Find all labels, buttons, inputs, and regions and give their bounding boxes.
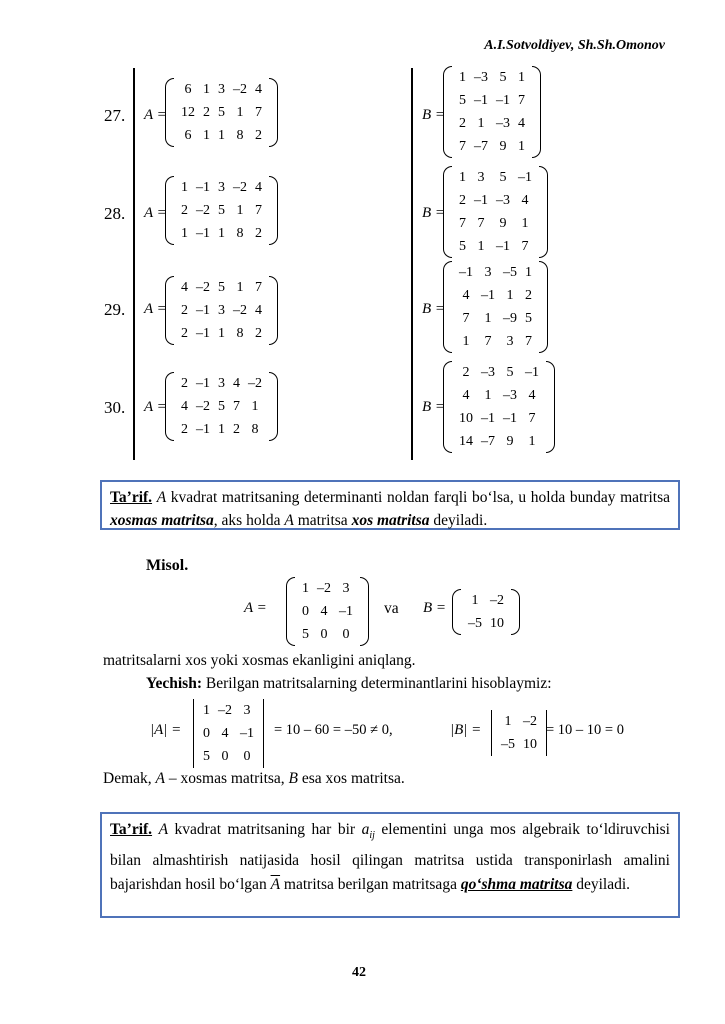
left-parenthesis: [165, 276, 174, 345]
matrix-cell: –1: [339, 604, 353, 619]
matrix-cell: –1: [196, 226, 210, 241]
matrix-body: [443, 261, 548, 353]
va-text: va: [384, 600, 399, 617]
matrix-cell: –1: [196, 303, 210, 318]
definition-text: kvadrat matritsaning determinanti noldan farqli bo‘lsa, u holda bunday matritsa: [166, 489, 671, 506]
matrix-body: [165, 276, 278, 345]
definition-text: elementini unga mos algebraik to‘ldiruvchisi bilan almashtirish natijasida hosil qilingan matritsa ustida transponirlash amalini bajarishdan hosil bo‘lgan: [110, 821, 670, 894]
matrix-cell: 9: [506, 434, 514, 449]
matrix-cell: 2: [462, 365, 470, 380]
matrix-cell: 2: [459, 193, 466, 208]
left-determinant-bar: [193, 699, 194, 768]
matrix-cell: 0: [203, 726, 210, 741]
matrix-cell: 3: [243, 703, 251, 718]
matrix-cell: 5: [506, 365, 514, 380]
matrix-cell: 1: [471, 593, 479, 608]
element-symbol: a: [361, 821, 370, 838]
middle-column-rule: [411, 68, 413, 460]
matrix-cell: 4: [255, 82, 262, 97]
matrix-cell: 2: [181, 422, 188, 437]
matrix-B-label: B =: [422, 301, 446, 317]
example-B-label: B =: [423, 600, 447, 616]
example-task: matritsalarni xos yoki xosmas ekanligini aniqlang.: [103, 652, 416, 669]
matrix-cell: 3: [218, 180, 225, 195]
det-A-label: |A| =: [150, 722, 182, 738]
matrix-cell: –1: [481, 288, 495, 303]
matrix-body: [443, 166, 548, 258]
matrix-A-label: A =: [144, 399, 167, 415]
definition-box-1: [100, 480, 680, 530]
matrix-cell: 3: [218, 376, 225, 391]
matrix-cell: 2: [459, 116, 466, 131]
matrix-cell: 4: [221, 726, 229, 741]
det-A-result: = 10 – 60 = –50 ≠ 0,: [274, 722, 393, 738]
matrix-cell: 1: [251, 399, 259, 414]
matrix-B-label: B =: [422, 107, 446, 123]
matrix-cell: 5: [302, 627, 309, 642]
element-subscript: ij: [369, 830, 375, 842]
matrix-symbol: A: [284, 512, 294, 529]
matrix-cell: 1: [477, 116, 485, 131]
exercise-number: 27.: [104, 106, 126, 125]
matrix-cell: 1: [518, 139, 525, 154]
matrix-cell: 3: [484, 265, 492, 280]
matrix-symbol: B: [288, 770, 299, 787]
right-parenthesis: [360, 577, 369, 646]
matrix-cell: 1: [236, 280, 244, 295]
matrix-body: [286, 577, 369, 646]
matrix-cell: 3: [218, 82, 225, 97]
matrix-A-label: A =: [144, 205, 167, 221]
matrix-cell: 1: [203, 82, 210, 97]
exercise-matrix-A: [165, 372, 278, 441]
right-parenthesis: [269, 276, 278, 345]
matrix-cell: 1: [181, 180, 188, 195]
matrix-cell: 9: [499, 216, 507, 231]
matrix-cell: 4: [528, 388, 536, 403]
matrix-cell: 7: [255, 280, 262, 295]
matrix-cell: –2: [233, 82, 247, 97]
matrix-cell: 4: [462, 288, 470, 303]
running-header: A.I.Sotvoldiyev, Sh.Sh.Omonov: [484, 38, 665, 53]
matrix-cell: –3: [496, 116, 510, 131]
matrix-cell: 1: [528, 434, 536, 449]
matrix-cell: 7: [459, 216, 466, 231]
matrix-cell: 4: [518, 116, 525, 131]
det-B-matrix: [485, 710, 553, 756]
matrix-cell: 5: [218, 280, 225, 295]
matrix-cell: 7: [255, 105, 262, 120]
term-singular: xos matritsa: [351, 512, 430, 529]
matrix-cell: –1: [496, 239, 510, 254]
left-parenthesis: [443, 361, 452, 453]
matrix-body: [165, 372, 278, 441]
definition-text: deyiladi.: [429, 512, 488, 529]
right-parenthesis: [269, 176, 278, 245]
matrix-cell: 7: [255, 203, 262, 218]
exercise-matrix-B: [443, 66, 541, 158]
matrix-cell: –1: [459, 265, 473, 280]
matrix-cell: 1: [459, 170, 466, 185]
exercise-number: 29.: [104, 300, 126, 319]
matrix-body: [443, 361, 555, 453]
definition-text: , aks holda: [213, 512, 285, 529]
matrix-cell: –2: [248, 376, 262, 391]
matrix-cell: 0: [320, 627, 328, 642]
left-parenthesis: [165, 78, 174, 147]
matrix-cell: 4: [462, 388, 470, 403]
matrix-body: [165, 176, 278, 245]
matrix-cell: 7: [518, 93, 525, 108]
matrix-cell: 2: [181, 203, 188, 218]
exercise-number: 28.: [104, 204, 126, 223]
conclusion-text: esa xos matritsa.: [298, 770, 405, 787]
exercise-matrix-A: [165, 176, 278, 245]
matrix-cell: –3: [481, 365, 495, 380]
matrix-cell: 4: [255, 303, 262, 318]
right-parenthesis: [511, 589, 520, 635]
definition-title: Ta’rif.: [110, 821, 153, 838]
matrix-cell: 4: [255, 180, 262, 195]
matrix-cell: 5: [218, 203, 225, 218]
page-number: 42: [352, 965, 366, 980]
matrix-cell: 0: [243, 749, 251, 764]
matrix-cell: 1: [525, 265, 532, 280]
matrix-cell: 10: [459, 411, 473, 426]
matrix-cell: 5: [459, 239, 466, 254]
exercise-matrix-B: [443, 361, 555, 453]
right-parenthesis: [539, 166, 548, 258]
matrix-cell: –2: [490, 593, 504, 608]
matrix-cell: –5: [501, 737, 515, 752]
matrix-cell: –7: [481, 434, 495, 449]
matrix-cell: 2: [181, 376, 188, 391]
matrix-cell: –1: [196, 376, 210, 391]
matrix-cell: 1: [484, 388, 492, 403]
matrix-cell: 1: [218, 326, 225, 341]
conclusion-text: Demak,: [103, 770, 156, 787]
adjugate-symbol: $\overline{A}$: [270, 876, 281, 894]
matrix-cell: –2: [196, 280, 210, 295]
matrix-cell: –5: [468, 616, 482, 631]
left-parenthesis: [452, 589, 461, 635]
exercise-matrix-A: [165, 78, 278, 147]
matrix-cell: 5: [218, 399, 225, 414]
matrix-cell: 3: [506, 334, 514, 349]
matrix-cell: 1: [521, 216, 529, 231]
matrix-cell: –1: [518, 170, 532, 185]
conclusion-text: – xosmas matritsa,: [164, 770, 289, 787]
matrix-cell: 7: [462, 311, 470, 326]
matrix-cell: –1: [496, 93, 510, 108]
term-nonsingular: xosmas matritsa: [110, 512, 214, 529]
matrix-cell: 3: [342, 581, 350, 596]
definition-box-2: [100, 812, 680, 918]
matrix-cell: 5: [459, 93, 466, 108]
matrix-cell: 1: [518, 70, 525, 85]
matrix-cell: 8: [251, 422, 259, 437]
matrix-cell: 7: [525, 334, 532, 349]
solution-line: [146, 675, 552, 693]
left-parenthesis: [443, 166, 452, 258]
right-parenthesis: [269, 372, 278, 441]
matrix-cell: 1: [302, 581, 309, 596]
right-parenthesis: [269, 78, 278, 147]
matrix-cell: 3: [477, 170, 485, 185]
matrix-cell: –1: [525, 365, 539, 380]
matrix-symbol: A: [155, 770, 165, 787]
exercise-matrix-A: [165, 276, 278, 345]
matrix-cell: 1: [484, 311, 492, 326]
matrix-cell: –2: [196, 399, 210, 414]
left-column-rule: [133, 68, 135, 460]
matrix-cell: 1: [236, 105, 244, 120]
matrix-body: [443, 66, 541, 158]
matrix-cell: 1: [506, 288, 514, 303]
matrix-cell: –2: [233, 180, 247, 195]
matrix-cell: 2: [181, 303, 188, 318]
matrix-cell: 0: [342, 627, 350, 642]
matrix-cell: 4: [181, 280, 188, 295]
matrix-body: [187, 699, 270, 768]
det-B-label: |B| =: [450, 722, 482, 738]
matrix-cell: –5: [503, 265, 517, 280]
matrix-cell: 10: [523, 737, 537, 752]
matrix-cell: 14: [459, 434, 473, 449]
matrix-cell: –3: [474, 70, 488, 85]
matrix-cell: 4: [521, 193, 529, 208]
matrix-cell: 3: [218, 303, 225, 318]
matrix-cell: 7: [477, 216, 485, 231]
matrix-cell: 1: [236, 203, 244, 218]
matrix-cell: 2: [255, 326, 262, 341]
matrix-cell: 8: [236, 128, 244, 143]
matrix-cell: 5: [218, 105, 225, 120]
matrix-cell: 0: [302, 604, 309, 619]
left-parenthesis: [443, 66, 452, 158]
matrix-A-label: A =: [144, 301, 167, 317]
left-parenthesis: [165, 372, 174, 441]
matrix-cell: 4: [181, 399, 188, 414]
right-determinant-bar: [263, 699, 264, 768]
matrix-body: [165, 78, 278, 147]
matrix-cell: –2: [196, 203, 210, 218]
matrix-body: [452, 589, 520, 635]
matrix-cell: 7: [459, 139, 466, 154]
matrix-cell: 6: [184, 128, 192, 143]
matrix-cell: 1: [462, 334, 470, 349]
example-A-label: A =: [244, 600, 267, 616]
matrix-cell: 0: [221, 749, 229, 764]
right-parenthesis: [532, 66, 541, 158]
matrix-cell: –1: [481, 411, 495, 426]
matrix-cell: 4: [320, 604, 328, 619]
matrix-cell: 1: [218, 128, 225, 143]
matrix-A-label: A =: [144, 107, 167, 123]
definition-title: Ta’rif.: [110, 489, 153, 506]
left-parenthesis: [286, 577, 295, 646]
det-B-result: = 10 – 10 = 0: [546, 722, 624, 738]
matrix-cell: 8: [236, 326, 244, 341]
det-A-matrix: [187, 699, 270, 768]
matrix-cell: 5: [499, 170, 507, 185]
matrix-cell: –1: [474, 93, 488, 108]
matrix-cell: 9: [499, 139, 507, 154]
definition-text: matritsa berilgan matritsaga: [280, 876, 461, 894]
matrix-cell: 7: [528, 411, 536, 426]
matrix-cell: –2: [317, 581, 331, 596]
matrix-cell: –1: [474, 193, 488, 208]
right-parenthesis: [546, 361, 555, 453]
matrix-cell: –3: [503, 388, 517, 403]
matrix-cell: 12: [181, 105, 195, 120]
matrix-cell: 7: [484, 334, 492, 349]
matrix-cell: 8: [236, 226, 244, 241]
conclusion: [103, 770, 405, 788]
definition-text: matritsa: [293, 512, 352, 529]
matrix-cell: –1: [196, 180, 210, 195]
matrix-body: [485, 710, 553, 756]
term-adjugate: qo‘shma matritsa: [460, 876, 573, 894]
exercise-matrix-B: [443, 166, 548, 258]
example-title: Misol.: [146, 557, 189, 574]
matrix-cell: 5: [525, 311, 532, 326]
matrix-B-label: B =: [422, 399, 446, 415]
matrix-cell: 2: [255, 128, 262, 143]
matrix-cell: 6: [184, 82, 192, 97]
matrix-cell: –1: [196, 326, 210, 341]
matrix-cell: 2: [233, 422, 240, 437]
exercise-number: 30.: [104, 398, 126, 417]
solution-text: Berilgan matritsalarning determinantlarini hisoblaymiz:: [201, 675, 552, 692]
matrix-cell: 5: [203, 749, 210, 764]
matrix-cell: 2: [255, 226, 262, 241]
matrix-cell: 1: [203, 128, 210, 143]
matrix-cell: –9: [503, 311, 517, 326]
matrix-cell: 7: [233, 399, 240, 414]
matrix-cell: 7: [521, 239, 529, 254]
left-determinant-bar: [491, 710, 492, 756]
matrix-symbol: A: [156, 489, 167, 506]
exercise-matrix-B: [443, 261, 548, 353]
matrix-cell: –1: [503, 411, 517, 426]
matrix-cell: –2: [218, 703, 232, 718]
matrix-cell: 2: [181, 326, 188, 341]
right-parenthesis: [539, 261, 548, 353]
matrix-cell: 1: [504, 714, 512, 729]
matrix-cell: 2: [203, 105, 210, 120]
solution-label: Yechish:: [146, 675, 202, 692]
matrix-cell: –2: [523, 714, 537, 729]
matrix-cell: –1: [196, 422, 210, 437]
matrix-cell: 4: [233, 376, 240, 391]
left-parenthesis: [165, 176, 174, 245]
matrix-cell: 1: [218, 422, 225, 437]
matrix-cell: –1: [240, 726, 254, 741]
definition-text: kvadrat matritsaning har bir: [168, 821, 362, 838]
matrix-cell: 5: [499, 70, 507, 85]
left-parenthesis: [443, 261, 452, 353]
matrix-cell: –2: [233, 303, 247, 318]
example-matrix-B: [452, 589, 520, 635]
matrix-cell: –3: [496, 193, 510, 208]
example-matrix-A: [286, 577, 369, 646]
definition-text: deyiladi.: [572, 876, 631, 894]
matrix-cell: 1: [218, 226, 225, 241]
matrix-cell: –7: [474, 139, 488, 154]
matrix-cell: 1: [459, 70, 466, 85]
matrix-cell: 10: [490, 616, 504, 631]
matrix-cell: 1: [203, 703, 210, 718]
matrix-cell: 2: [525, 288, 532, 303]
matrix-B-label: B =: [422, 205, 446, 221]
matrix-cell: 1: [181, 226, 188, 241]
matrix-cell: 1: [477, 239, 485, 254]
matrix-symbol: A: [158, 821, 169, 838]
